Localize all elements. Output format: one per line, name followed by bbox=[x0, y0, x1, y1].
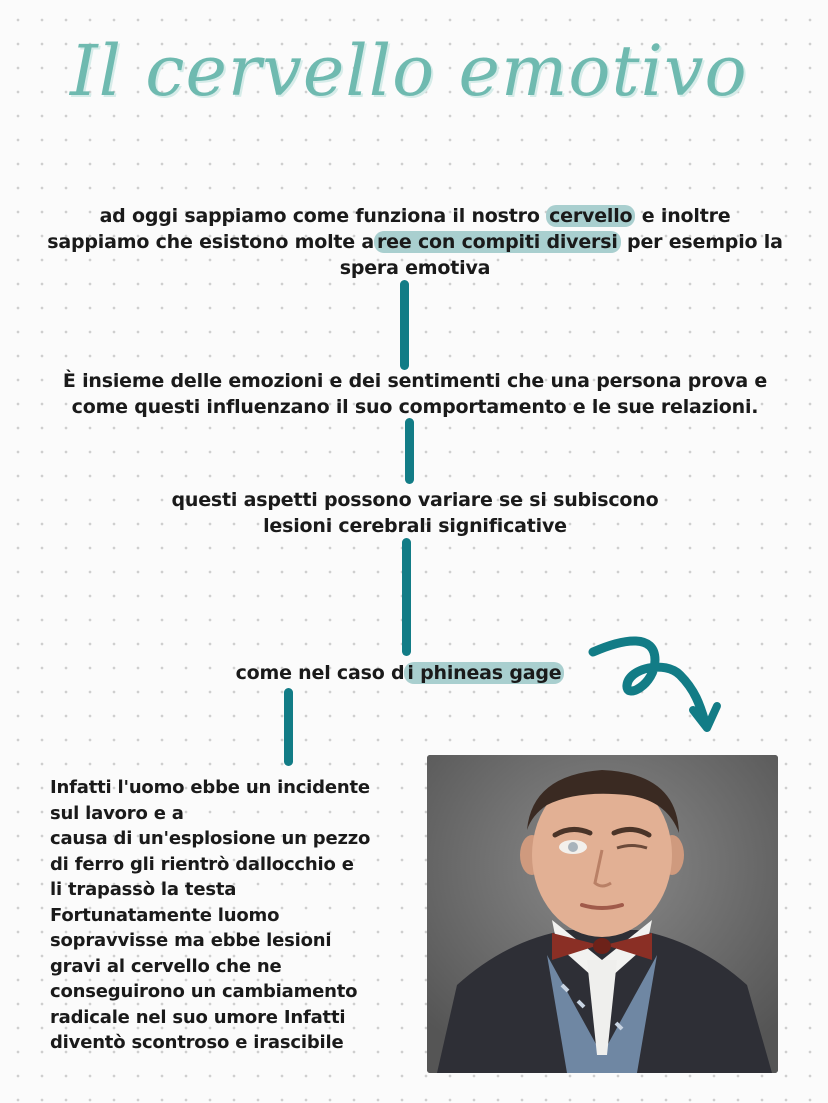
intro-line-2: sappiamo che esistono molte a ree con compiti diversi per esempio la bbox=[47, 231, 783, 253]
highlight-aree: ree con compiti diversi bbox=[374, 231, 621, 253]
story-line: sopravvisse ma ebbe lesioni bbox=[50, 930, 332, 951]
story-line: diventò scontroso e irascibile bbox=[50, 1032, 344, 1053]
variation-line-1: questi aspetti possono variare se si subiscono bbox=[171, 489, 659, 511]
highlight-phineas-gage: i phineas gage bbox=[404, 662, 564, 684]
story-line: radicale nel suo umore Infatti bbox=[50, 1006, 346, 1028]
story-line: sul lavoro e a bbox=[50, 802, 184, 824]
intro-text bbox=[20, 203, 810, 281]
story-line: conseguirono un cambiamento bbox=[50, 981, 358, 1002]
intro-line-3: spera emotiva bbox=[339, 257, 491, 279]
story-text bbox=[50, 775, 410, 1056]
story-line: di ferro gli rientrò dallocchio e bbox=[50, 853, 354, 875]
variation-text bbox=[20, 487, 810, 539]
story-line: Infatti l'uomo ebbe un incidente bbox=[50, 777, 370, 798]
intro-line-1: ad oggi sappiamo come funziona il nostro cervello e inoltre bbox=[99, 205, 731, 227]
connector-line-1 bbox=[400, 280, 409, 370]
story-line: gravi al cervello che ne bbox=[50, 955, 282, 977]
definition-line-2: come questi influenzano il suo comportamento e le sue relazioni. bbox=[71, 396, 759, 418]
portrait-illustration bbox=[427, 755, 778, 1073]
connector-line-3 bbox=[402, 538, 411, 656]
story-line: causa di un'esplosione un pezzo bbox=[50, 828, 371, 849]
curved-arrow-icon bbox=[585, 630, 735, 740]
story-line: Fortunatamente luomo bbox=[50, 904, 280, 926]
connector-line-4 bbox=[284, 688, 293, 766]
connector-line-2 bbox=[405, 418, 414, 484]
example-text: come nel caso d i phineas gage bbox=[200, 660, 600, 686]
highlight-cervello: cervello bbox=[546, 205, 635, 227]
definition-text bbox=[20, 368, 810, 420]
definition-line-1: È insieme delle emozioni e dei sentimenti che una persona prova e bbox=[62, 370, 768, 392]
page-title: Il cervello emotivo bbox=[70, 30, 748, 112]
story-line: li trapassò la testa bbox=[50, 879, 237, 900]
portrait-photo bbox=[427, 755, 778, 1073]
variation-line-2: lesioni cerebrali significative bbox=[263, 515, 567, 537]
